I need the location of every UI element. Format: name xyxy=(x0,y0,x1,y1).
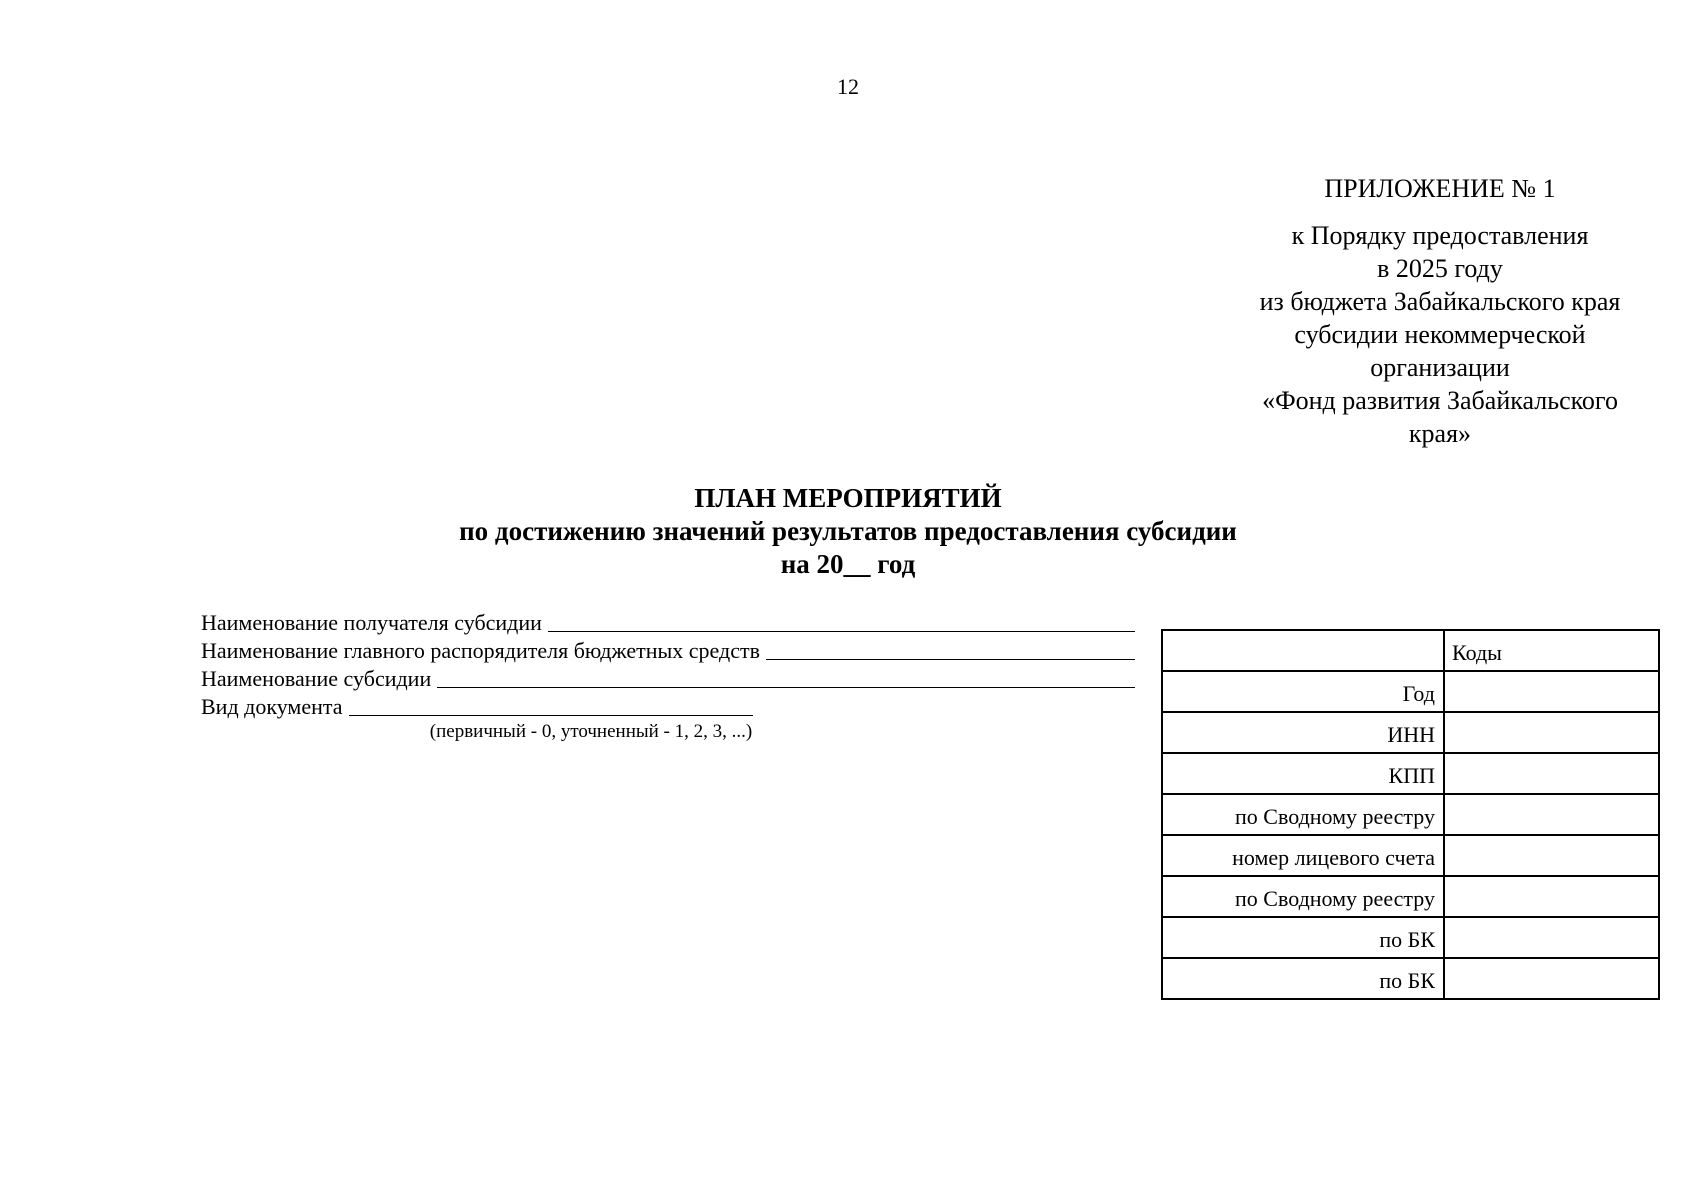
title-line-1: ПЛАН МЕРОПРИЯТИЙ xyxy=(694,483,1002,513)
appendix-line: организации xyxy=(1370,353,1510,382)
title-line-3: на 20__ год xyxy=(780,549,916,579)
codes-row-inn xyxy=(1162,712,1659,753)
appendix-line: субсидии некоммерческой xyxy=(1294,320,1586,349)
codes-row-label: ИНН xyxy=(1162,712,1444,753)
codes-row-label: номер лицевого счета xyxy=(1162,835,1444,876)
doc-type-label: Вид документа xyxy=(201,694,343,719)
codes-row-value[interactable] xyxy=(1444,835,1659,876)
appendix-block xyxy=(1210,172,1670,450)
codes-row-value[interactable] xyxy=(1444,753,1659,794)
page-number: 12 xyxy=(837,74,859,99)
codes-row-value[interactable] xyxy=(1444,958,1659,999)
codes-header-label xyxy=(1162,630,1444,671)
subsidy-label: Наименование субсидии xyxy=(201,666,432,691)
manager-label: Наименование главного распорядителя бюджетных средств xyxy=(201,638,760,663)
codes-header-row xyxy=(1162,630,1659,671)
codes-row-value[interactable] xyxy=(1444,876,1659,917)
codes-row-label: по БК xyxy=(1162,917,1444,958)
document-title xyxy=(0,482,1696,581)
codes-row-registry-1 xyxy=(1162,794,1659,835)
doc-type-hint: (первичный - 0, уточненный - 1, 2, 3, ...) xyxy=(429,721,753,742)
codes-row-value[interactable] xyxy=(1444,712,1659,753)
appendix-line: из бюджета Забайкальского края xyxy=(1259,287,1621,316)
codes-row-bk-2 xyxy=(1162,958,1659,999)
codes-row-year xyxy=(1162,671,1659,712)
codes-row-label: по Сводному реестру xyxy=(1162,876,1444,917)
appendix-line: края» xyxy=(1408,419,1472,448)
appendix-line: в 2025 году xyxy=(1377,254,1503,283)
form-fields xyxy=(201,608,1135,742)
doc-type-field-row xyxy=(201,692,1135,720)
appendix-line: «Фонд развития Забайкальского xyxy=(1262,386,1618,415)
appendix-title: ПРИЛОЖЕНИЕ № 1 xyxy=(1324,174,1556,203)
codes-row-label: по БК xyxy=(1162,958,1444,999)
codes-row-label: по Сводному реестру xyxy=(1162,794,1444,835)
manager-fill-line[interactable] xyxy=(766,659,1135,660)
codes-row-registry-2 xyxy=(1162,876,1659,917)
codes-row-value[interactable] xyxy=(1444,794,1659,835)
codes-table xyxy=(1161,629,1660,1000)
codes-row-label: КПП xyxy=(1162,753,1444,794)
title-line-2: по достижению значений результатов предоставления субсидии xyxy=(459,516,1237,546)
manager-field-row xyxy=(201,636,1135,664)
codes-row-account xyxy=(1162,835,1659,876)
recipient-fill-line[interactable] xyxy=(548,631,1135,632)
codes-row-kpp xyxy=(1162,753,1659,794)
appendix-line: к Порядку предоставления xyxy=(1291,221,1589,250)
subsidy-field-row xyxy=(201,664,1135,692)
codes-row-bk-1 xyxy=(1162,917,1659,958)
doc-type-fill-line[interactable] xyxy=(349,715,753,716)
codes-row-label: Год xyxy=(1162,671,1444,712)
codes-header-code: Коды xyxy=(1444,630,1659,671)
subsidy-fill-line[interactable] xyxy=(437,687,1135,688)
recipient-field-row xyxy=(201,608,1135,636)
codes-row-value[interactable] xyxy=(1444,917,1659,958)
recipient-label: Наименование получателя субсидии xyxy=(201,610,542,635)
codes-row-value[interactable] xyxy=(1444,671,1659,712)
